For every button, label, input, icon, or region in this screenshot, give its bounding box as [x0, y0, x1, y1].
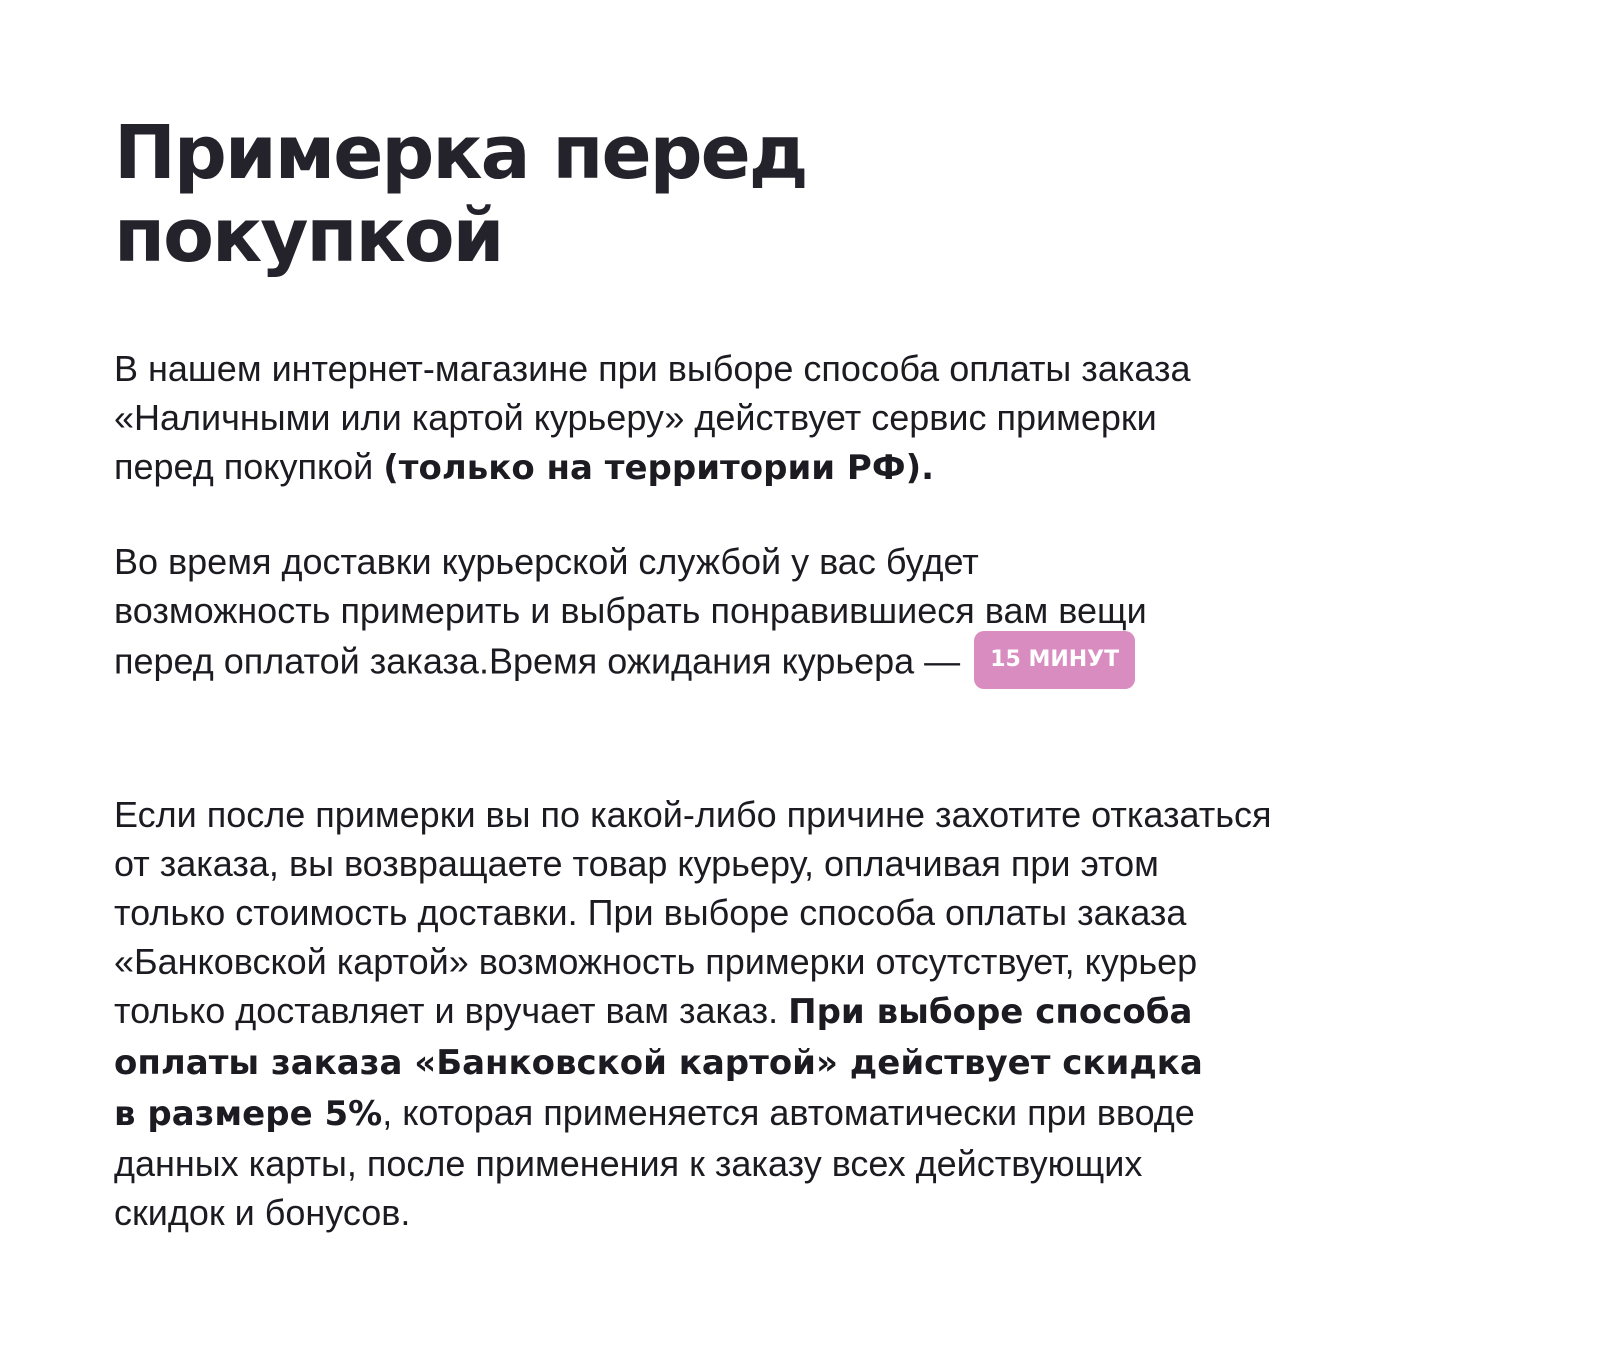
discount-amount: в размере 5%: [114, 1094, 383, 1134]
refusal-line-4: «Банковской картой» возможность примерки отсутствует, курьер: [114, 941, 1198, 982]
delivery-paragraph: [114, 537, 1147, 693]
refusal-line-1: Если после примерки вы по какой-либо причине захотите отказаться: [114, 794, 1272, 835]
refusal-line-2: от заказа, вы возвращаете товар курьеру, оплачивая при этом: [114, 843, 1159, 884]
delivery-line-2: возможность примерить и выбрать понравившиеся вам вещи: [114, 590, 1147, 631]
page-title-line2: покупкой: [114, 193, 503, 279]
intro-paragraph: [114, 344, 1191, 493]
page-title-line1: Примерка перед: [114, 110, 807, 196]
intro-line-3: перед покупкой: [114, 446, 384, 487]
refusal-line-7: , которая применяется автоматически при вводе: [382, 1092, 1195, 1133]
intro-line-1: В нашем интернет-магазине при выборе способа оплаты заказа: [114, 348, 1191, 389]
discount-note-part-1: При выборе способа: [788, 992, 1193, 1032]
refusal-line-9: скидок и бонусов.: [114, 1192, 411, 1233]
refusal-paragraph: [114, 790, 1271, 1237]
delivery-line-1: Во время доставки курьерской службой у вас будет: [114, 541, 979, 582]
discount-note-part-2: оплаты заказа «Банковской картой» действует скидка: [114, 1043, 1203, 1083]
refusal-line-3: только стоимость доставки. При выборе способа оплаты заказа: [114, 892, 1187, 933]
refusal-line-8: данных карты, после применения к заказу всех действующих: [114, 1143, 1143, 1184]
page-title: [114, 112, 1114, 278]
wait-time-badge: 15 МИНУТ: [974, 631, 1135, 689]
intro-line-2: «Наличными или картой курьеру» действует сервис примерки: [114, 397, 1157, 438]
territory-note: (только на территории РФ).: [383, 448, 935, 488]
delivery-line-3: перед оплатой заказа.Время ожидания курьера —: [114, 640, 961, 682]
refusal-line-5: только доставляет и вручает вам заказ.: [114, 990, 789, 1031]
